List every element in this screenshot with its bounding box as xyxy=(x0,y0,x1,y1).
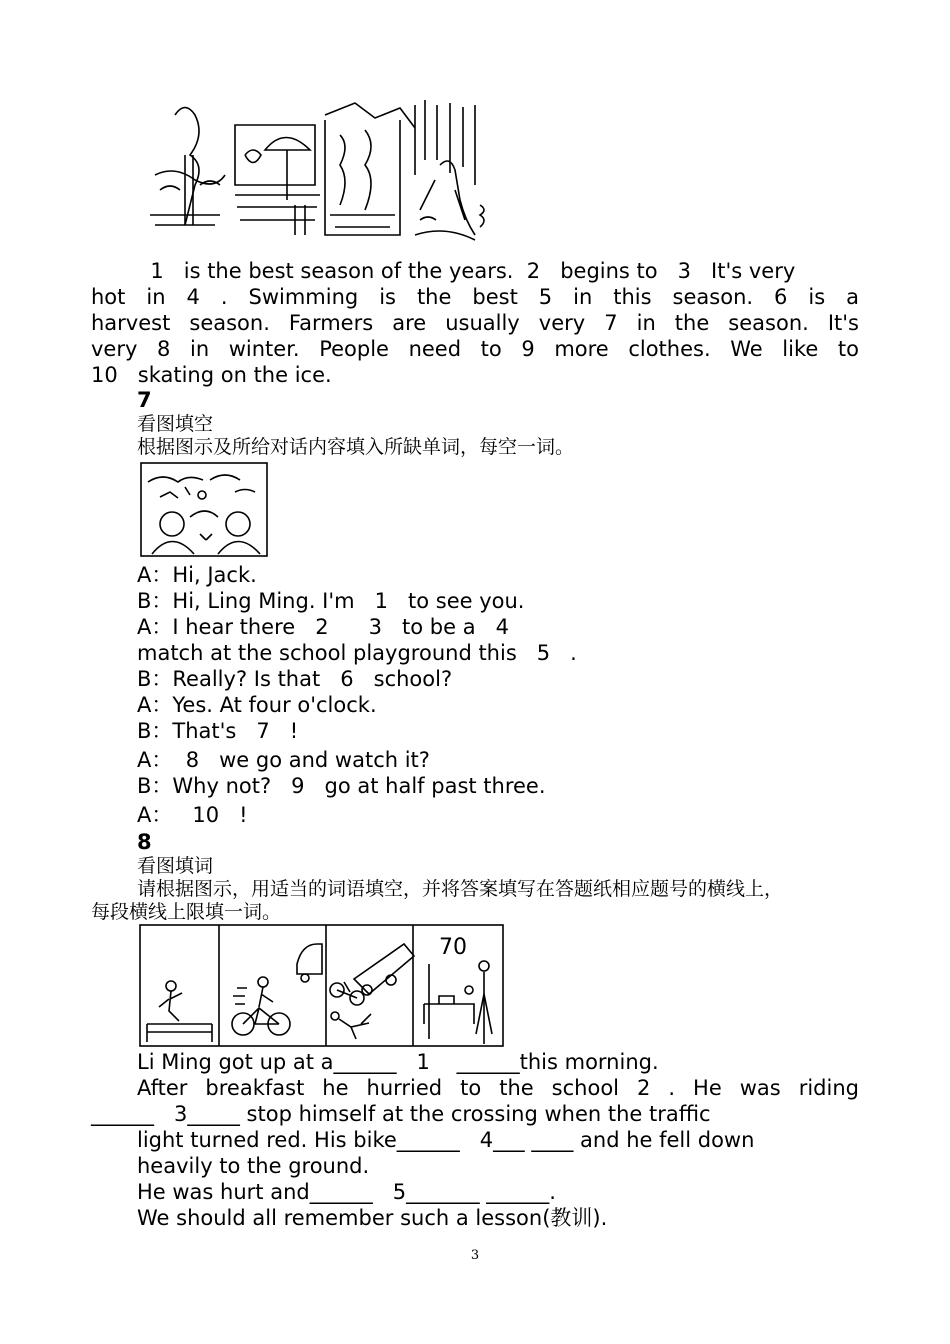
dialogue-line-4: match at the school playground this 5 . xyxy=(137,641,577,665)
dialogue-line-9: B：Why not? 9 go at half past three. xyxy=(137,774,546,798)
question-number-8: 8 xyxy=(137,830,152,854)
dialogue-line-1: A：Hi, Jack. xyxy=(137,563,257,587)
passage-line-1: 1 is the best season of the years. 2 begins to 3 It's very xyxy=(137,259,796,283)
dialogue-line-7: B：That's 7 ! xyxy=(137,719,299,743)
passage-line-2: hot in 4 . Swimming is the best 5 in this season. 6 is a xyxy=(91,285,859,309)
passage-line-3: harvest season. Farmers are usually very 7 in the season. It's xyxy=(91,311,859,335)
seasons-picture xyxy=(145,95,495,250)
story-line-3: ______ 3_____ stop himself at the crossing when the traffic xyxy=(91,1102,711,1126)
section7-instruction: 根据图示及所给对话内容填入所缺单词，每空一词。 xyxy=(137,436,575,458)
question-number-7: 7 xyxy=(137,388,152,412)
dialogue-line-5: B：Really? Is that 6 school? xyxy=(137,667,453,691)
page-number: 3 xyxy=(470,1248,480,1263)
section8-instruction-1: 请根据图示，用适当的词语填空，并将答案填写在答题纸相应题号的横线上， xyxy=(137,878,784,900)
dialogue-line-3: A：I hear there 2 3 to be a 4 xyxy=(137,615,529,639)
story-line-1: Li Ming got up at a______ 1 ______this morning. xyxy=(137,1050,659,1074)
passage-line-4: very 8 in winter. People need to 9 more clothes. We like to xyxy=(91,337,859,361)
section8-instruction-2: 每段横线上限填一词。 xyxy=(91,901,282,923)
bike-accident-picture xyxy=(139,924,505,1048)
football-match-picture xyxy=(140,462,268,557)
dialogue-line-10: A： 10 ! xyxy=(137,803,248,827)
story-line-7: We should all remember such a lesson(教训). xyxy=(137,1206,608,1230)
dialogue-line-6: A：Yes. At four o'clock. xyxy=(137,693,377,717)
story-line-2: After breakfast he hurried to the school 2 . He was riding xyxy=(137,1076,859,1100)
dialogue-line-8: A： 8 we go and watch it? xyxy=(137,748,430,772)
passage-line-5: 10 skating on the ice. xyxy=(91,363,332,387)
section8-title: 看图填词 xyxy=(137,855,214,877)
dialogue-line-2: B：Hi, Ling Ming. I'm 1 to see you. xyxy=(137,589,525,613)
speed-text: 70 xyxy=(439,935,467,960)
story-line-5: heavily to the ground. xyxy=(137,1154,370,1178)
story-line-4: light turned red. His bike______ 4___ ____ and he fell down xyxy=(137,1128,755,1152)
section7-title: 看图填空 xyxy=(137,413,214,435)
story-line-6: He was hurt and______ 5_______ ______. xyxy=(137,1180,556,1204)
